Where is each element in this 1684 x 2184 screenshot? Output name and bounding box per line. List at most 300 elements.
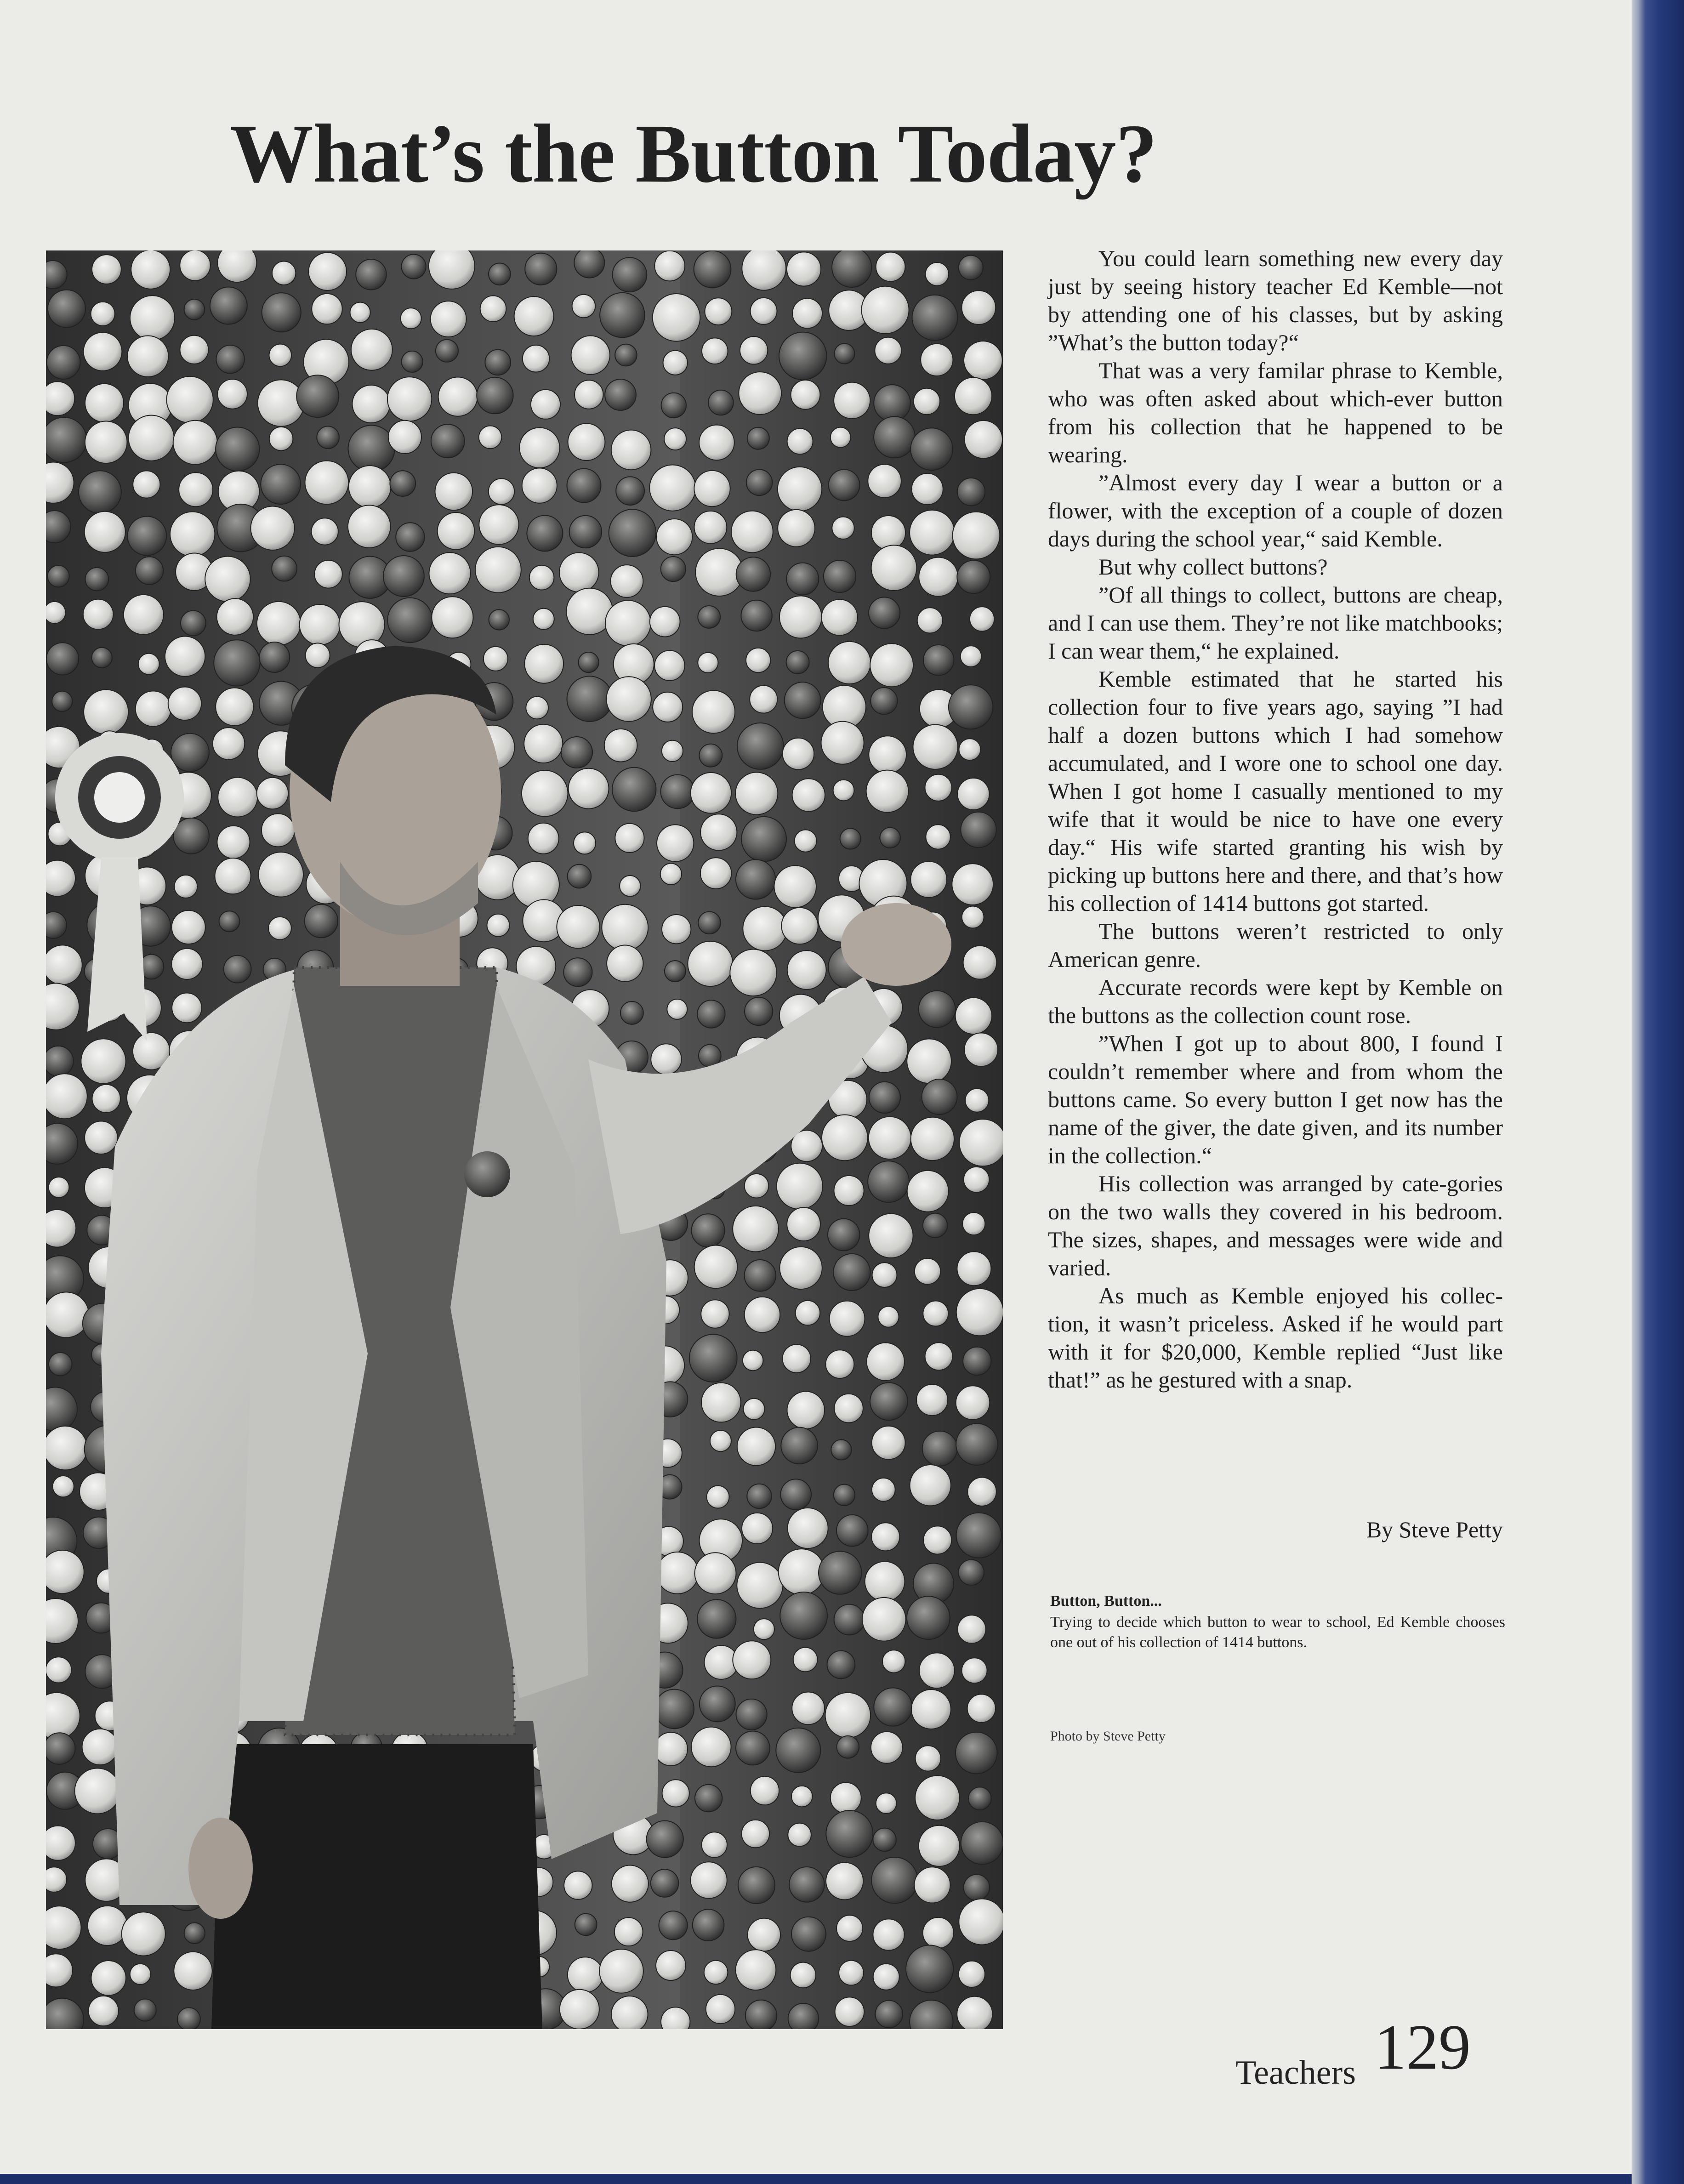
collection-button [602,904,648,951]
collection-button [693,1909,724,1941]
collection-button [662,1780,689,1807]
collection-button [869,597,900,628]
collection-button [865,1562,905,1602]
collection-button [131,250,170,289]
collection-button [872,1426,905,1460]
collection-button [665,961,686,982]
collection-button [46,1867,67,1892]
collection-button [916,1384,948,1416]
collection-button [257,778,289,809]
collection-button [827,1651,855,1679]
collection-button [432,597,473,638]
collection-button [730,950,777,996]
collection-button [694,471,730,506]
collection-button [568,864,592,888]
collection-button [910,861,947,898]
collection-button [485,350,511,375]
collection-button [695,1785,722,1812]
collection-button [871,516,905,550]
collection-button [968,1787,991,1810]
collection-button [387,377,432,421]
collection-button [745,1297,780,1333]
collection-button [46,945,82,984]
collection-button [134,1999,156,2021]
collection-button [574,832,596,854]
collection-button [214,640,260,686]
collection-button [528,823,559,854]
collection-button [75,1768,120,1814]
collection-button [579,652,599,672]
collection-button [312,294,342,324]
collection-button [961,812,996,847]
collection-button [702,338,728,364]
collection-button [660,864,682,885]
collection-button [834,1604,865,1635]
collection-button [210,287,247,324]
collection-button [170,512,215,556]
collection-button [736,1950,776,1990]
collection-button [567,469,601,503]
collection-button [489,609,509,630]
collection-button [605,379,636,410]
collection-button [923,1301,948,1326]
collection-button [49,1353,72,1376]
collection-button [831,1439,851,1460]
collection-button [913,725,958,769]
collection-button [910,1465,951,1506]
collection-button [872,1263,897,1287]
collection-button [958,1615,986,1643]
collection-button [165,637,205,677]
collection-button [751,1776,779,1805]
collection-button [605,600,651,646]
collection-button [923,1526,951,1554]
collection-button [305,461,349,505]
collection-button [910,510,955,555]
collection-button [923,1213,947,1238]
collection-button [779,1247,822,1289]
collection-button [180,250,210,281]
article-paragraph: But why collect buttons? [1098,554,1328,580]
collection-button [788,1508,828,1548]
collection-button [956,998,992,1035]
collection-button [657,825,694,861]
collection-button [49,1177,69,1198]
collection-button [663,351,688,375]
collection-button [873,1964,899,1990]
collection-button [866,770,909,813]
collection-button [130,296,175,340]
collection-button [921,344,953,376]
collection-button [701,1383,741,1422]
collection-button [919,1826,960,1866]
collection-button [740,336,768,364]
collection-button [736,859,775,899]
collection-button [791,380,820,410]
collection-button [85,568,109,591]
collection-button [300,604,340,645]
article-paragraph: Kemble estimated that he started his collection four to five years ago, saying ”I had half a dozen buttons which I had somehow accumulated, and I wore one to school one day. When I got home I casually mentioned to my wife that it would be nice to have one every day.“ His wife started granting his wish by picking up buttons here and there, and that’s how his collection of 1414 buttons got started. [1048,666,1503,916]
collection-button [654,1689,694,1729]
collection-button [834,1394,863,1423]
collection-button [781,1428,818,1464]
collection-button [780,1479,811,1510]
collection-button [612,1866,649,1902]
collection-button [272,262,296,285]
collection-button [305,904,338,938]
collection-button [133,471,160,498]
collection-button [692,690,735,733]
collection-button [698,606,720,628]
collection-button [872,1478,895,1502]
collection-button [84,689,128,734]
collection-button [751,298,777,324]
collection-button [657,1552,699,1594]
collection-button [172,993,202,1023]
collection-button [746,470,773,496]
collection-button [964,1033,998,1067]
collection-button [869,736,906,774]
collection-button [84,332,122,371]
collection-button [787,950,826,990]
collection-button [862,1598,906,1641]
collection-button [435,473,473,511]
collection-button [743,906,787,950]
collection-button [867,1343,905,1381]
collection-button [691,1727,731,1767]
collection-button [600,293,645,338]
collection-button [926,262,949,286]
collection-button [967,1694,996,1722]
collection-button [438,377,478,416]
collection-button [869,1117,911,1159]
collection-button [569,516,602,548]
collection-button [613,257,647,292]
collection-button [955,377,992,415]
collection-button [963,1347,991,1375]
collection-button [956,1386,990,1420]
collection-button [745,1260,776,1291]
collection-button [575,380,603,409]
collection-button [776,1728,820,1773]
collection-button [46,381,74,415]
collection-button [166,376,213,423]
collection-button [574,250,604,278]
collection-button [874,385,910,421]
collection-button [922,1079,957,1115]
collection-button [180,336,209,364]
collection-button [868,1161,909,1202]
collection-button [829,470,860,501]
collection-button [489,478,514,504]
collection-button [431,424,465,458]
collection-button [839,1961,864,1985]
collection-button [348,505,391,548]
byline: By Steve Petty [1366,1517,1503,1542]
collection-button [826,1862,863,1900]
collection-button [523,345,550,372]
collection-button [314,560,342,588]
article-paragraph: ”When I got up to about 800, I found I couldn’t remember where and from whom the buttons came. So every button I get now has the name of the giver, the date given, and its number in the collection.“ [1048,1030,1503,1168]
collection-button [661,775,695,809]
collection-button [350,302,370,323]
collection-button [965,1089,989,1112]
collection-button [317,426,339,449]
collection-button [871,1523,899,1551]
collection-button [692,1214,725,1247]
collection-button [91,1961,126,1996]
collection-button [205,557,250,602]
collection-button [47,346,80,379]
collection-button [654,251,685,281]
collection-button [348,425,395,472]
collection-button [959,1961,985,1987]
collection-button [611,1996,648,2029]
collection-button [964,1167,990,1193]
collection-button [85,421,127,463]
collection-button [821,599,857,635]
collection-button [524,644,563,683]
collection-button [519,427,560,468]
collection-button [953,512,1000,559]
collection-button [568,423,605,461]
collection-button [778,467,822,511]
collection-button [731,511,773,553]
collection-button [127,517,166,556]
collection-button [923,1917,954,1948]
collection-button [689,1334,737,1382]
page-number: 129 [1374,2012,1471,2083]
collection-button [651,1044,682,1075]
collection-button [215,858,251,894]
collection-button [876,1793,897,1814]
collection-button [962,906,984,928]
collection-button [487,914,510,937]
collection-button [745,997,773,1025]
collection-button [835,1997,865,2026]
collection-button [620,1001,643,1024]
collection-button [875,2001,903,2028]
collection-button [917,608,943,633]
collection-button [787,252,821,286]
collection-button [871,545,917,591]
collection-button [911,1117,954,1160]
collection-button [819,1551,862,1594]
collection-button [477,377,513,414]
collection-button [958,1560,984,1586]
caption-title: Button, Button... [1050,1592,1162,1610]
collection-button [836,1515,868,1547]
collection-button [831,1782,861,1813]
collection-button [791,1917,826,1951]
collection-button [779,332,827,380]
article-paragraph: ”Of all things to collect, buttons are cheap, and I can use them. They’re not like matchbooks; I can wear them,“ he explained. [1048,582,1503,664]
collection-button [571,336,610,375]
collection-button [563,958,592,986]
collection-button [184,299,205,320]
collection-button [661,557,686,581]
collection-button [824,560,856,592]
collection-button [85,512,125,552]
collection-button [312,518,338,545]
collection-button [664,428,686,450]
collection-button [662,740,683,762]
collection-button [48,290,85,328]
collection-button [792,1692,825,1725]
collection-button [46,1826,75,1860]
collection-button [868,464,901,498]
collection-button [656,519,692,555]
caption-body: Trying to decide which button to wear to school, Ed Kemble chooses one out of his collection of 1414 buttons. [1050,1614,1505,1651]
collection-button [531,390,560,419]
collection-button [213,728,245,760]
collection-button [484,647,508,671]
collection-button [561,737,592,768]
collection-button [136,691,171,727]
collection-button [742,250,786,290]
collection-button [402,351,423,372]
collection-button [431,301,467,337]
photo-credit: Photo by Steve Petty [1050,1729,1166,1744]
collection-button [171,734,209,772]
collection-button [788,2003,819,2029]
collection-button [737,723,784,769]
collection-button [296,375,339,417]
collection-button [91,302,115,326]
collection-button [349,466,391,508]
collection-button [489,263,511,285]
collection-button [710,1430,731,1451]
collection-button [741,600,772,631]
collection-button [874,416,915,458]
collection-button [524,724,563,763]
collection-button [694,511,727,544]
collection-button [840,828,861,849]
collection-button [607,945,643,982]
collection-button [785,682,821,718]
collection-button [216,345,244,373]
collection-button [830,1301,865,1337]
collection-button [46,1657,72,1683]
collection-button [741,817,786,862]
collection-button [834,343,854,364]
collection-button [786,563,819,595]
collection-button [653,294,700,341]
collection-button [695,1553,736,1594]
collection-button [401,308,421,329]
collection-button [612,768,656,811]
collection-button [747,427,769,449]
collection-button [46,1733,75,1764]
collection-button [915,1258,941,1285]
collection-button [791,1786,813,1807]
collection-button [173,421,217,465]
collection-button [747,1484,771,1508]
collection-button [533,609,554,630]
collection-button [53,1476,74,1497]
article-paragraph: ”Almost every day I wear a button or a flower, with the exception of a couple of dozen days during the school year,“ said Kemble. [1048,470,1503,552]
collection-button [620,876,640,896]
collection-button [957,778,989,810]
collection-button [786,651,809,674]
collection-button [787,428,813,454]
collection-button [795,830,817,852]
collection-button [475,547,521,593]
collection-button [787,1207,820,1241]
article-paragraph: His collection was arranged by cate-gories on the two walls they covered in his bedroom. The sizes, shapes, and messages were wide and varied. [1048,1171,1503,1280]
collection-button [733,1206,779,1252]
collection-button [754,1619,774,1639]
collection-button [700,814,737,850]
collection-button [949,685,993,729]
collection-button [609,509,656,557]
collection-button [258,852,303,897]
collection-button [832,250,871,287]
collection-button [172,910,205,944]
collection-button [789,1867,825,1902]
collection-button [402,254,426,279]
collection-button [650,607,680,637]
article-paragraph: That was a very familar phrase to Kemble, who was often asked about which-ever button from his collection that he happened to be wearing. [1048,358,1503,467]
collection-button [873,1828,896,1851]
collection-button [748,1918,781,1951]
collection-button [961,1822,1003,1865]
collection-button [216,427,259,471]
collection-button [750,685,777,713]
collection-button [92,255,121,284]
collection-button [557,905,599,948]
collection-button [526,697,548,719]
collection-button [46,1074,87,1119]
collection-button [611,430,651,470]
collection-button [697,1599,736,1638]
collection-button [257,602,301,645]
collection-button [122,1912,165,1956]
collection-button [92,648,112,668]
collection-button [177,2008,200,2029]
collection-button [825,1693,871,1738]
collection-button [834,382,870,419]
collection-button [705,298,732,325]
collection-button [874,1688,912,1726]
collection-button [572,295,596,318]
collection-button [828,1219,860,1251]
collection-button [352,385,390,423]
collection-button [962,290,996,324]
collection-button [912,473,943,505]
collection-button [698,653,718,673]
collection-button [351,329,393,370]
collection-button [564,1871,592,1899]
collection-button [429,552,471,594]
collection-button [174,875,197,898]
collection-button [130,1964,151,1985]
collection-button [745,2000,777,2029]
collection-button [791,1962,816,1988]
collection-button [698,912,721,934]
article-paragraph: Accurate records were kept by Kemble on the buttons as the collection count rose. [1048,974,1503,1028]
collection-button [181,611,206,636]
collection-button [736,557,770,591]
collection-button [82,1729,118,1765]
collection-button [871,1857,917,1903]
collection-button [707,1486,729,1508]
collection-button [261,464,301,504]
collection-button [615,824,644,853]
collection-button [356,259,386,290]
collection-button [737,1428,775,1466]
collection-button [706,1995,735,2024]
